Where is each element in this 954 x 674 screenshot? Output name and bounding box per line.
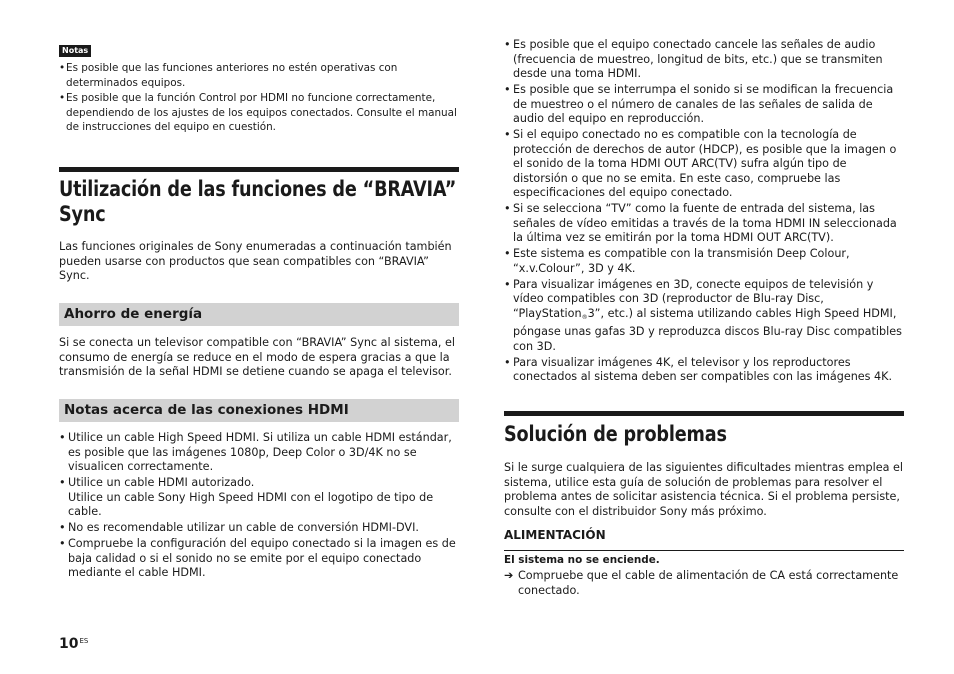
section-title-bravia-sync: Utilización de las funciones de “BRAVIA” Sync bbox=[59, 177, 457, 226]
note-item: • Es posible que las funciones anteriores no estén operativas con determinados equipos. bbox=[59, 61, 459, 90]
problem-question: El sistema no se enciende. bbox=[504, 554, 660, 566]
ahorro-text: Si se conecta un televisor compatible con “BRAVIA” Sync al sistema, el consumo de energía se reduce en el modo de espera gracias a que la transmisión de la señal HDMI se detiene cuando se apaga el televisor. bbox=[59, 336, 456, 378]
subheading-alimentacion: ALIMENTACIÓN bbox=[504, 528, 606, 542]
list-item-part: Para visualizar imágenes en 3D, conecte equipos de televisión y vídeo compatibles con 3D (reproductor de Blu-ray Disc, “PlayStation bbox=[513, 277, 874, 320]
list-item: • Si el equipo conectado no es compatible con la tecnología de protección de derechos de autor (HDCP), es posible que la imagen o el sonido de la toma HDMI OUT ARC(TV) sufra algún tipo de distorsión o que no se emita. En este caso, compruebe las especificaciones del equipo conectado. bbox=[504, 128, 904, 201]
subheading-rule bbox=[504, 550, 904, 551]
heading-ahorro-energia: Ahorro de energía bbox=[59, 303, 459, 326]
section-rule bbox=[59, 167, 459, 172]
list-item: • No es recomendable utilizar un cable de conversión HDMI-DVI. bbox=[59, 521, 459, 536]
page-number-value: 10 bbox=[59, 636, 79, 652]
notes-list bbox=[59, 61, 459, 136]
arrow-icon: ➔ bbox=[504, 569, 514, 582]
registered-mark: ® bbox=[581, 313, 588, 321]
page-number bbox=[59, 636, 88, 652]
notes-tag: Notas bbox=[59, 45, 91, 57]
list-item-line: Utilice un cable HDMI autorizado. bbox=[68, 476, 255, 489]
page-lang: ES bbox=[79, 637, 89, 645]
list-item: • Es posible que se interrumpa el sonido si se modifican la frecuencia de muestreo o el número de canales de las señales de salida de audio del equipo en reproducción. bbox=[504, 83, 904, 127]
list-item bbox=[59, 476, 459, 520]
section-title-solucion-problemas: Solución de problemas bbox=[504, 422, 727, 446]
troubleshooting-intro: Si le surge cualquiera de las siguientes dificultades mientras emplea el sistema, utilice esta guía de solución de problemas para resolver el problema antes de solicitar asistencia técnica. Si el problema persiste, consulte con el distribuidor Sony más próximo. bbox=[504, 461, 904, 518]
list-item: • Utilice un cable High Speed HDMI. Si utiliza un cable HDMI estándar, es posible que las imágenes 1080p, Deep Color o 3D/4K no se visualicen correctamente. bbox=[59, 431, 459, 475]
list-item: • Para visualizar imágenes 4K, el televisor y los reproductores conectados al sistema deben ser compatibles con las imágenes 4K. bbox=[504, 356, 904, 385]
heading-notas-hdmi: Notas acerca de las conexiones HDMI bbox=[59, 399, 459, 422]
section-rule bbox=[504, 411, 904, 416]
note-item: • Es posible que la función Control por HDMI no funcione correctamente, dependiendo de los ajustes de los equipos conectados. Consulte el manual de instrucciones del equipo en cuestión. bbox=[59, 91, 459, 135]
list-item-part: 3”, etc.) al sistema utilizando cables High Speed HDMI, póngase unas gafas 3D y reproduzca discos Blu-ray Disc compatibles con 3D. bbox=[513, 306, 902, 353]
hdmi-notes-list-continued bbox=[504, 38, 904, 386]
list-item: • Si se selecciona “TV” como la fuente de entrada del sistema, las señales de vídeo emitidas a través de la toma HDMI IN seleccionada la última vez se emitirán por la toma HDMI OUT ARC(TV). bbox=[504, 202, 904, 246]
problem-answer bbox=[504, 569, 904, 598]
list-item: • Es posible que el equipo conectado cancele las señales de audio (frecuencia de muestreo, longitud de bits, etc.) que se transmiten desde una toma HDMI. bbox=[504, 38, 904, 82]
list-item: • Compruebe la configuración del equipo conectado si la imagen es de baja calidad o si el sonido no se emite por el equipo conectado mediante el cable HDMI. bbox=[59, 537, 459, 581]
list-item bbox=[504, 278, 904, 355]
list-item: • Este sistema es compatible con la transmisión Deep Colour, “x.v.Colour”, 3D y 4K. bbox=[504, 247, 904, 276]
answer-text: Compruebe que el cable de alimentación de CA está correctamente conectado. bbox=[518, 569, 899, 597]
bravia-intro: Las funciones originales de Sony enumeradas a continuación también pueden usarse con productos que sean compatibles con “BRAVIA” Sync. bbox=[59, 240, 452, 282]
hdmi-notes-list bbox=[59, 431, 459, 582]
list-item-line: Utilice un cable Sony High Speed HDMI con el logotipo de tipo de cable. bbox=[68, 490, 434, 518]
